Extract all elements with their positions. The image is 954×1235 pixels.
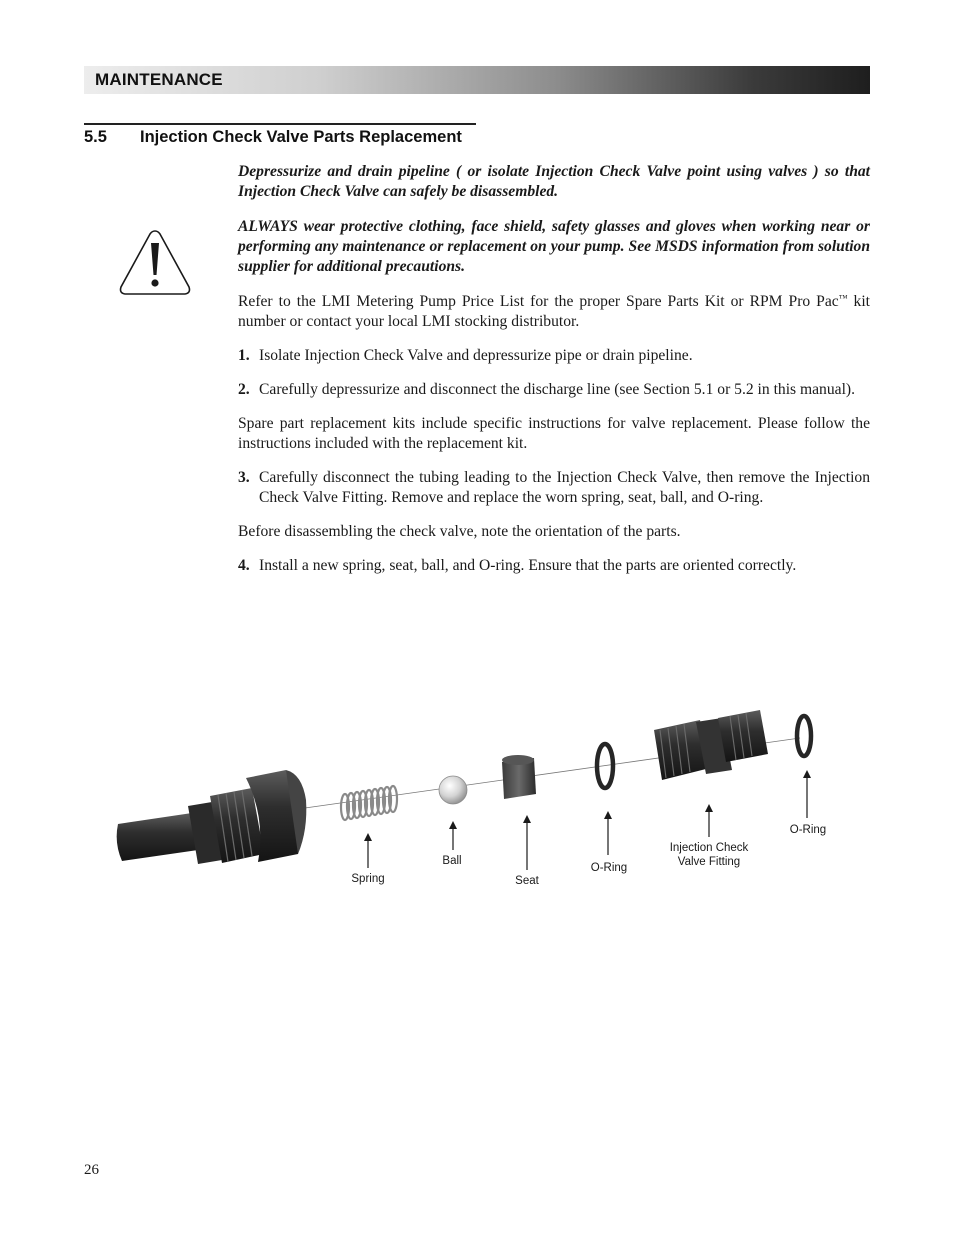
warning-text-depressurize: Depressurize and drain pipeline ( or isolate Injection Check Valve point using valves ) so that Injection Check Valve can safely be disassembled.: [238, 163, 870, 200]
step-text: Carefully disconnect the tubing leading to the Injection Check Valve, then remove the Injection Check Valve Fitting. Remove and replace the worn spring, seat, ball, and O-ring.: [259, 469, 870, 506]
header-title: MAINTENANCE: [95, 70, 223, 89]
section-title: Injection Check Valve Parts Replacement: [140, 128, 462, 146]
section-number: 5.5: [84, 128, 107, 146]
label-o-ring-end: O-Ring: [789, 824, 827, 836]
warning-icon: [117, 227, 193, 297]
section-heading: [84, 128, 462, 147]
label-spring: Spring: [351, 873, 385, 885]
step-3: [238, 468, 870, 508]
step-text: Carefully depressurize and disconnect the discharge line (see Section 5.1 or 5.2 in this manual).: [259, 381, 855, 398]
section-rule: [84, 123, 476, 125]
step-number: 3.: [238, 469, 250, 486]
step-text: Isolate Injection Check Valve and depressurize pipe or drain pipeline.: [259, 347, 693, 364]
intro-text: Refer to the LMI Metering Pump Price List for the proper Spare Parts Kit or RPM Pro Pac: [238, 293, 839, 310]
seat-part: [502, 755, 536, 799]
exploded-parts-diagram: [100, 700, 860, 900]
body-content: [238, 162, 870, 590]
spring-part: [341, 786, 397, 820]
tube-connector-part: [117, 770, 307, 864]
step-1: [238, 346, 870, 366]
label-ball: Ball: [442, 855, 462, 867]
page-number: 26: [84, 1162, 99, 1178]
step-number: 4.: [238, 557, 250, 574]
section-header-bar: [84, 66, 870, 94]
warning-text-protective-clothing: ALWAYS wear protective clothing, face shield, safety glasses and gloves when working near or performing any maintenance or replacement on your pump. See MSDS information from solution supplier for additional precautions.: [238, 218, 870, 275]
label-seat: Seat: [515, 875, 539, 887]
o-ring-part-end: [797, 716, 811, 756]
callout-arrows: [364, 770, 811, 870]
ball-part: [439, 776, 467, 804]
label-fitting-line1: Injection Check: [669, 842, 749, 854]
step-4: [238, 556, 870, 576]
label-o-ring: O-Ring: [590, 862, 628, 874]
intro-paragraph: [238, 292, 870, 332]
orientation-note: Before disassembling the check valve, note the orientation of the parts.: [238, 523, 681, 540]
step-text: Install a new spring, seat, ball, and O-ring. Ensure that the parts are oriented correctly.: [259, 557, 797, 574]
label-fitting-line2: Valve Fitting: [677, 856, 741, 868]
step-number: 1.: [238, 347, 250, 364]
spare-kits-paragraph: Spare part replacement kits include specific instructions for valve replacement. Please follow the instructions included with the replacement kit.: [238, 415, 870, 452]
step-number: 2.: [238, 381, 250, 398]
trademark-symbol: ™: [838, 293, 848, 303]
step-2: [238, 380, 870, 400]
injection-check-valve-fitting-part: [654, 710, 768, 780]
intro-text-end: kit number or contact your local LMI stocking distributor.: [238, 293, 870, 330]
